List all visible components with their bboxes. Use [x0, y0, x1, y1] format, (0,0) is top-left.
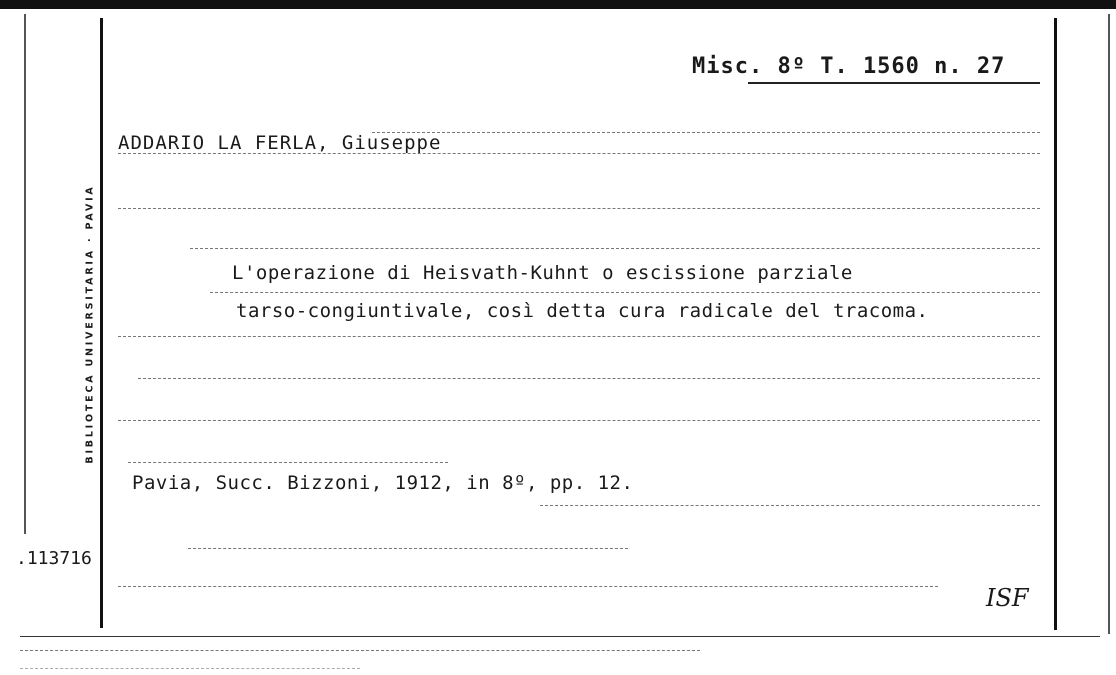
- right-margin-line: [1054, 18, 1057, 630]
- left-margin-line: [100, 18, 103, 628]
- right-edge-line: [1108, 14, 1110, 634]
- inventory-number: .113716: [16, 548, 92, 569]
- footer-line: [20, 650, 700, 651]
- ruled-line-10: [540, 505, 1040, 506]
- ruled-line-9: [128, 462, 448, 463]
- ruled-line-6: [118, 336, 1040, 337]
- librarian-signature: ISF: [986, 584, 1029, 612]
- footer-line-2: [20, 668, 360, 669]
- imprint-line: Pavia, Succ. Bizzoni, 1912, in 8º, pp. 12.: [132, 472, 634, 494]
- bottom-border-line: [20, 636, 1100, 637]
- title-line-1: L'operazione di Heisvath-Kuhnt o escissione parziale: [232, 262, 853, 284]
- left-edge-line: [24, 14, 26, 534]
- ruled-line-7: [138, 378, 1040, 379]
- ruled-line-8: [118, 420, 1040, 421]
- ruled-line-12: [118, 586, 938, 587]
- catalog-number-underline: [748, 82, 1040, 84]
- ruled-line-4: [190, 248, 1040, 249]
- author-heading: ADDARIO LA FERLA, Giuseppe: [118, 132, 442, 154]
- title-line-2: tarso-congiuntivale, così detta cura radicale del tracoma.: [236, 300, 929, 322]
- ruled-line-1: [372, 132, 1040, 133]
- catalog-number: Misc. 8º T. 1560 n. 27: [692, 54, 1006, 79]
- ruled-line-3: [118, 208, 1040, 209]
- ruled-line-5: [210, 292, 1040, 293]
- library-stamp: BIBLIOTECA UNIVERSITARIA · PAVIA: [84, 184, 96, 464]
- ruled-line-11: [188, 548, 628, 549]
- card-top-border: [0, 0, 1116, 9]
